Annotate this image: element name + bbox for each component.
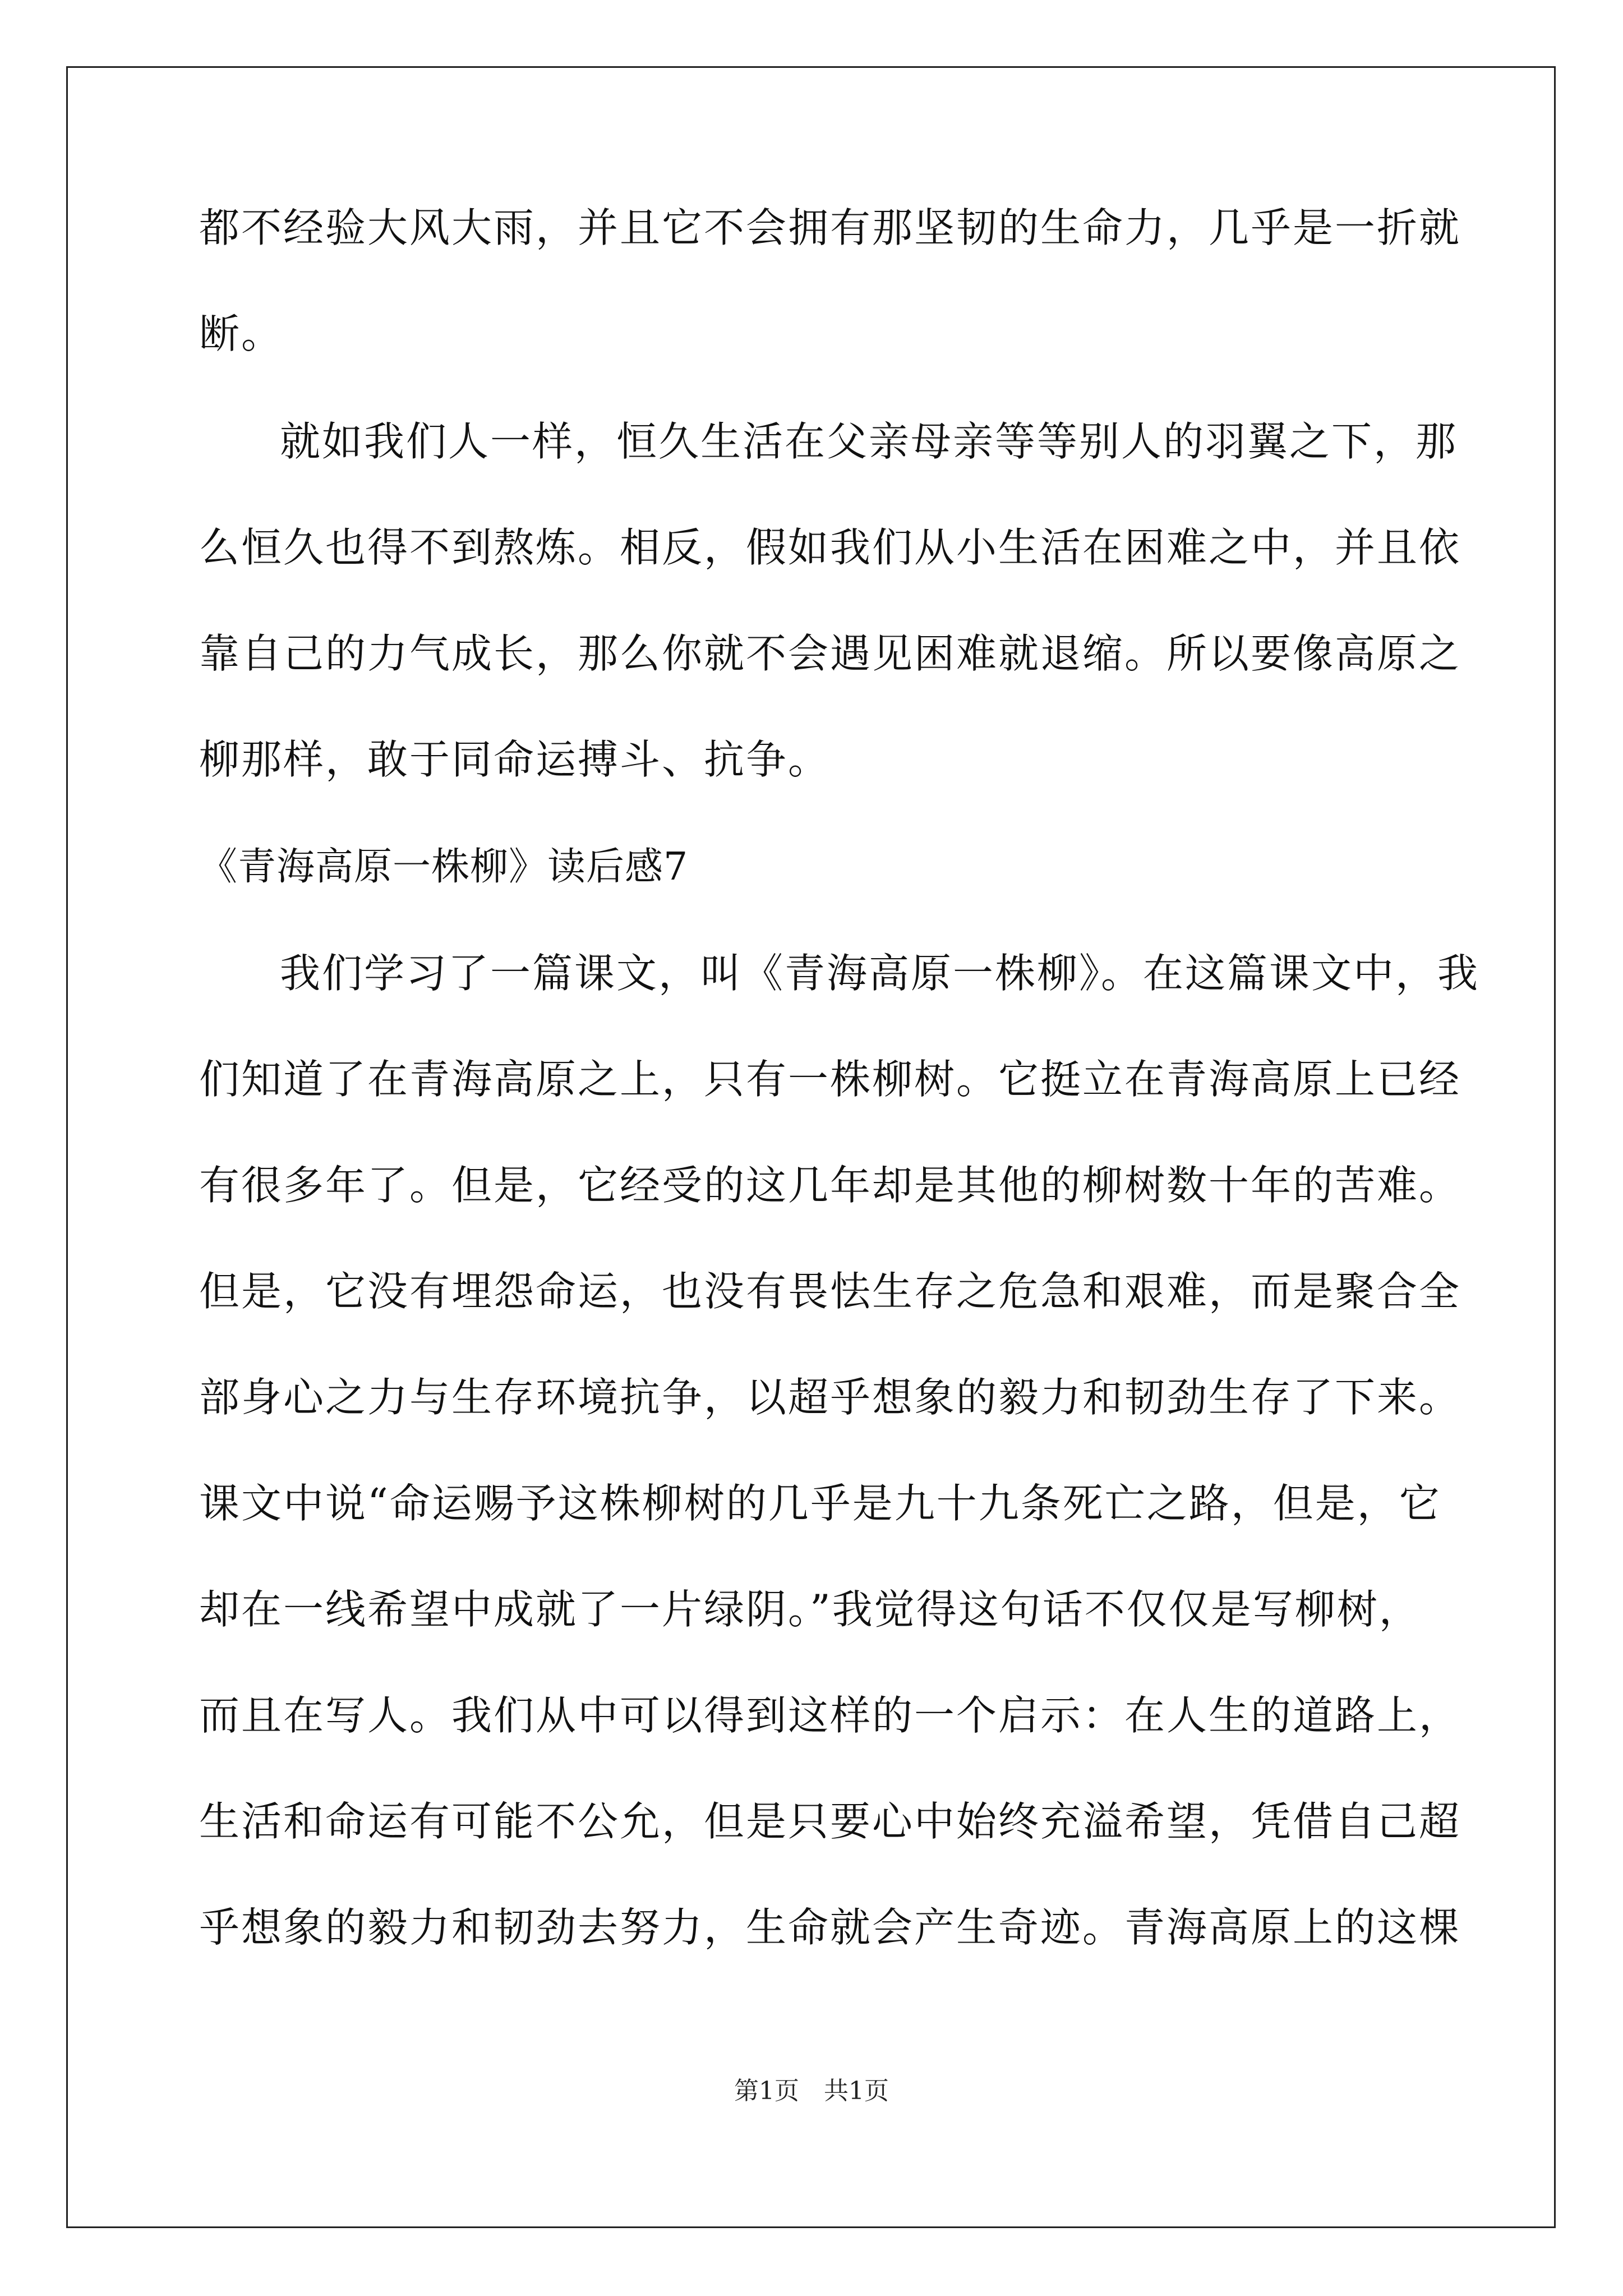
paragraph-line: 就如我们人一样，恒久生活在父亲母亲等等别人的羽翼之下，那: [280, 418, 1458, 465]
paragraph-line: 但是，它没有埋怨命运，也没有畏怯生存之危急和艰难，而是聚合全: [199, 1268, 1461, 1315]
section-heading: 《青海高原一株柳》读后感7: [199, 845, 689, 889]
paragraph-line: 们知道了在青海高原之上，只有一株柳树。它挺立在青海高原上已经: [199, 1056, 1461, 1103]
document-body: [199, 204, 1480, 2013]
paragraph-line: 我们学习了一篇课文，叫《青海高原一株柳》。在这篇课文中，我: [280, 950, 1480, 997]
paragraph-line: 课文中说“命运赐予这株柳树的几乎是九十九条死亡之路，但是，它: [199, 1480, 1441, 1527]
paragraph-line: 生活和命运有可能不公允，但是只要心中始终充溢希望，凭借自己超: [199, 1798, 1461, 1845]
paragraph-line: 而且在写人。我们从中可以得到这样的一个启示：在人生的道路上，: [199, 1692, 1461, 1739]
paragraph-line: 都不经验大风大雨，并且它不会拥有那坚韧的生命力，几乎是一折就: [199, 204, 1461, 251]
paragraph-line: 却在一线希望中成就了一片绿阴。”我觉得这句话不仅仅是写柳树，: [199, 1586, 1421, 1633]
paragraph-line: 么恒久也得不到熬炼。相反，假如我们从小生活在困难之中，并且依: [199, 524, 1461, 571]
paragraph-line: 部身心之力与生存环境抗争，以超乎想象的毅力和韧劲生存了下来。: [199, 1374, 1461, 1421]
paragraph-line: 柳那样，敢于同命运搏斗、抗争。: [199, 736, 831, 783]
paragraph-line: 乎想象的毅力和韧劲去努力，生命就会产生奇迹。青海高原上的这棵: [199, 1904, 1461, 1951]
paragraph-line: 有很多年了。但是，它经受的这几年却是其他的柳树数十年的苦难。: [199, 1162, 1461, 1209]
paragraph-line: 靠自己的力气成长，那么你就不会遇见困难就退缩。所以要像高原之: [199, 630, 1461, 677]
paragraph-line: 断。: [199, 310, 284, 357]
page-footer: 第1页 共1页: [734, 2077, 889, 2105]
